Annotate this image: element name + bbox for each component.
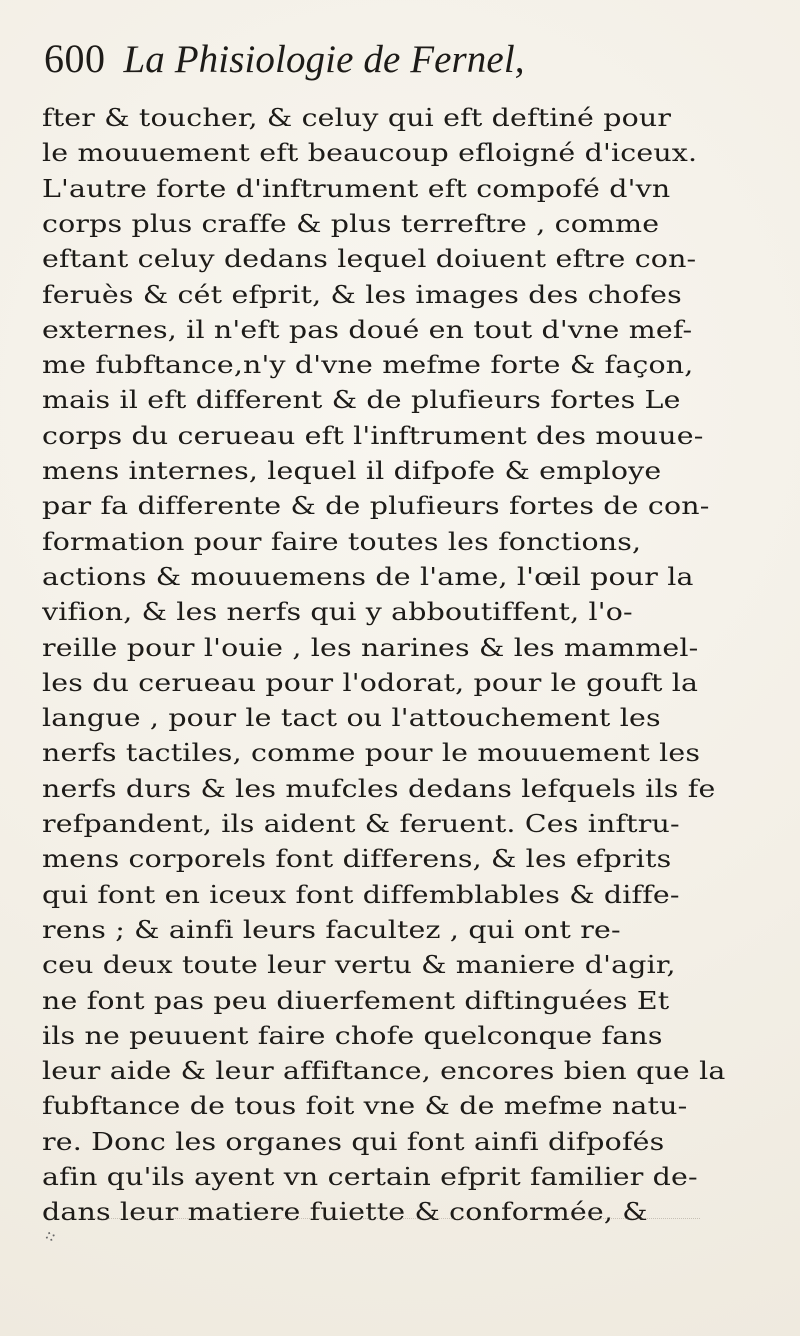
text-line: corps plus craffe & plus terreftre , comme [42, 208, 660, 238]
page-header [44, 35, 774, 93]
running-title: La Phisiologie de Fernel, [123, 38, 525, 81]
text-line: externes, il n'eft pas doué en tout d'vne mef- [42, 314, 693, 344]
text-line: qui font en iceux font diffemblables & diffe- [42, 879, 680, 909]
text-line: formation pour faire toutes les fonctions, [42, 526, 642, 556]
text-line: rens ; & ainfi leurs facultez , qui ont re- [42, 914, 621, 944]
text-line: par fa differente & de plufieurs fortes de con- [42, 491, 710, 521]
text-line: actions & mouuemens de l'ame, l'œil pour la [42, 561, 694, 591]
text-line: ne font pas peu diuerfement diftinguées Et [42, 985, 670, 1015]
text-line: nerfs tactiles, comme pour le mouuement les [42, 738, 701, 768]
text-line: corps du cerueau eft l'inftrument des mouue- [42, 420, 704, 450]
page-number: 600 [44, 36, 106, 81]
text-line: les du cerueau pour l'odorat, pour le gouft la [42, 667, 699, 697]
text-line: reille pour l'ouie , les narines & les mammel- [42, 632, 699, 662]
text-line: vifion, & les nerfs qui y abboutiffent, l'o- [42, 597, 633, 627]
text-line: refpandent, ils aident & feruent. Ces inftru- [42, 809, 680, 838]
text-line: nerfs durs & les mufcles dedans lefquels ils fe [42, 773, 716, 803]
text-line: le mouuement eft beaucoup efloigné d'iceux. [42, 138, 698, 168]
text-line: mens internes, lequel il difpofe & employe [42, 456, 662, 485]
text-line: eftant celuy dedans lequel doiuent eftre con- [42, 244, 697, 274]
text-line: langue , pour le tact ou l'attouchement les [42, 703, 661, 733]
text-line: fubftance de tous foit vne & de mefme natu- [42, 1091, 688, 1121]
text-line: me fubftance,n'y d'vne mefme forte & façon, [42, 350, 694, 380]
text-line: dans leur matiere fuiette & conformée, & [42, 1197, 648, 1227]
text-line: re. Donc les organes qui font ainfi difpofés [42, 1126, 665, 1156]
text-line: leur aide & leur affiftance, encores bien que la [42, 1056, 726, 1086]
text-line: ceu deux toute leur vertu & maniere d'agir, [42, 950, 676, 980]
text-line: ils ne peuuent faire chofe quelconque fans [42, 1020, 663, 1050]
scan-mark-icon: ⁘ [40, 1225, 61, 1250]
text-line: mais il eft different & de plufieurs fortes Le [42, 385, 681, 415]
text-line: feruès & cét efprit, & les images des chofes [42, 279, 682, 309]
text-line: fter & toucher, & celuy qui eft deftiné pour [42, 103, 672, 132]
page-shadow-rule [80, 1218, 700, 1219]
text-line: mens corporels font differens, & les efprits [42, 844, 672, 874]
text-line: L'autre forte d'inftrument eft compofé d'vn [42, 173, 671, 203]
body-text [42, 102, 792, 1312]
text-line: afin qu'ils ayent vn certain efprit familier de- [42, 1162, 698, 1191]
